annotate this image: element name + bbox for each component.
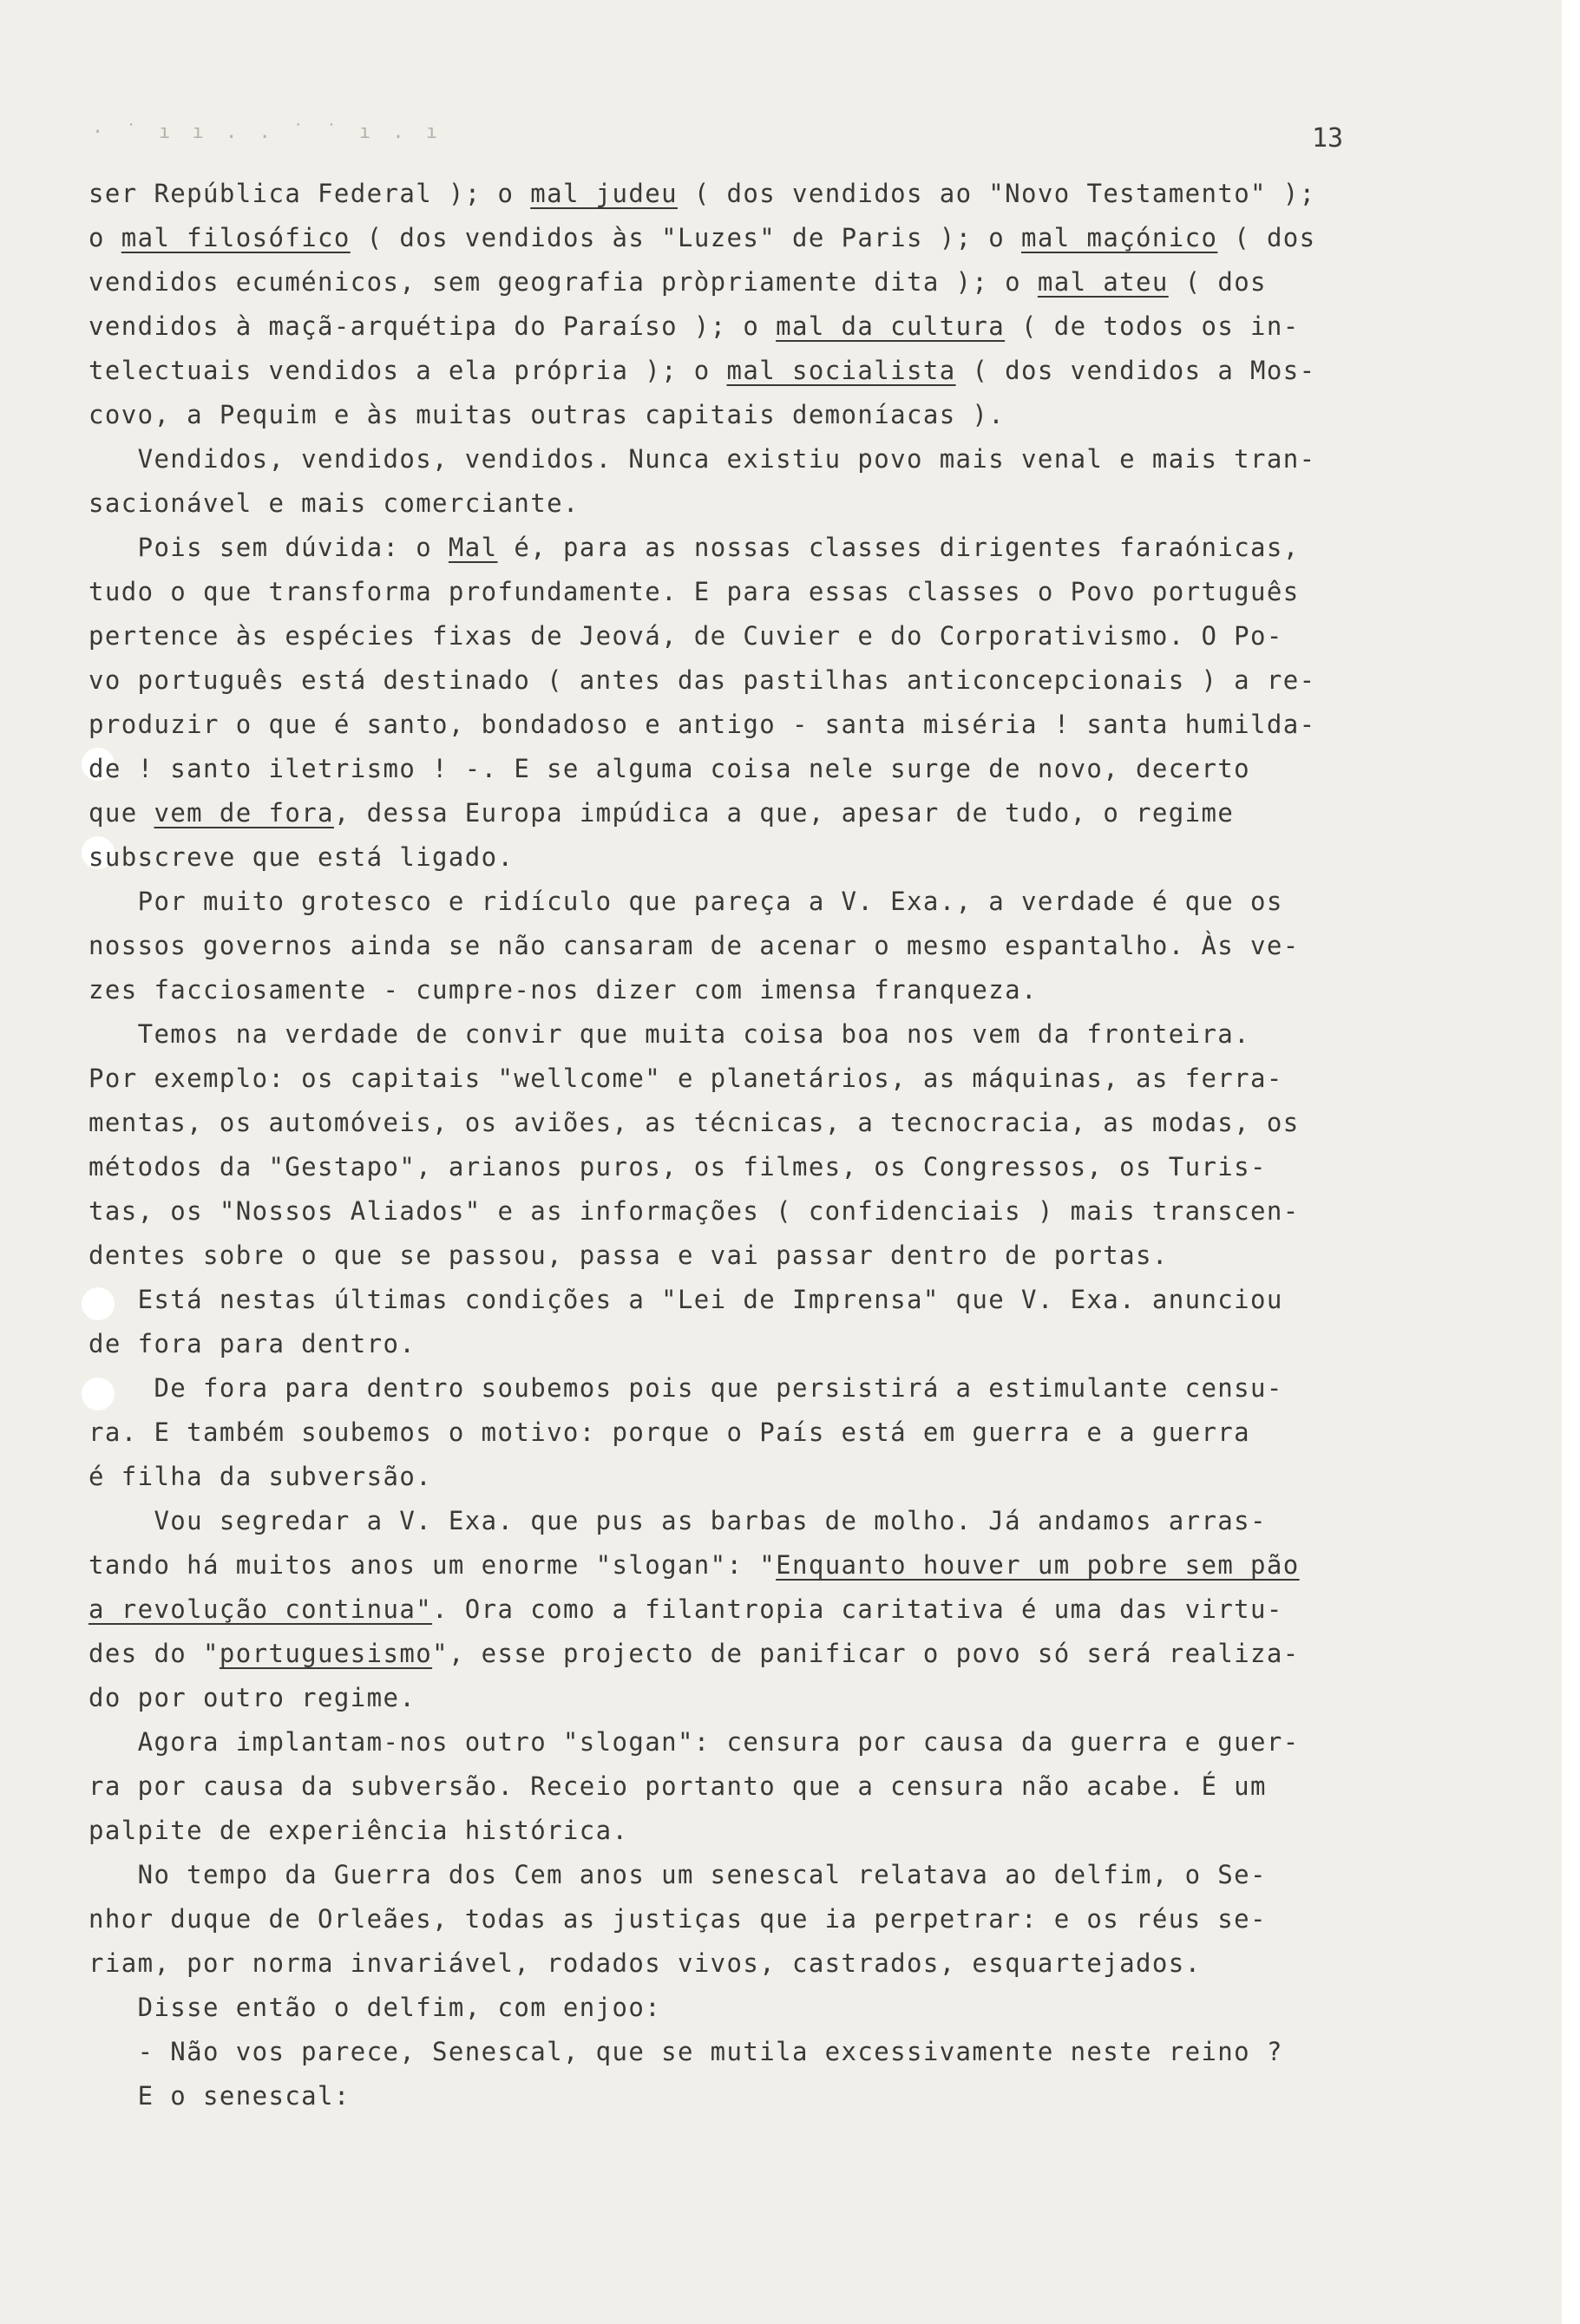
text-segment: - Não vos parece, Senescal, que se mutila excessivamente neste reino ? xyxy=(89,2037,1283,2066)
text-line xyxy=(89,1764,1390,1809)
text-segment: ( dos vendidos ao "Novo Testamento" ); xyxy=(677,179,1316,208)
text-line xyxy=(89,1145,1390,1189)
page-number: 13 xyxy=(1312,123,1344,154)
text-line xyxy=(89,393,1390,437)
text-line xyxy=(89,791,1390,835)
letter-body xyxy=(89,172,1390,2118)
text-line xyxy=(89,880,1390,924)
text-line xyxy=(89,1278,1390,1322)
text-segment: telectuais vendidos a ela própria ); o xyxy=(89,356,727,385)
text-line xyxy=(89,835,1390,880)
text-segment: covo, a Pequim e às muitas outras capitais demoníacas ). xyxy=(89,400,1006,429)
text-line xyxy=(89,2074,1390,2118)
text-segment: Está nestas últimas condições a "Lei de Imprensa" que V. Exa. anunciou xyxy=(89,1285,1283,1314)
text-line xyxy=(89,1499,1390,1543)
text-line xyxy=(89,1897,1390,1941)
text-segment: Por exemplo: os capitais "wellcome" e planetários, as máquinas, as ferra- xyxy=(89,1064,1283,1093)
text-segment: do por outro regime. xyxy=(89,1683,416,1712)
text-segment: ( dos xyxy=(1217,223,1316,252)
text-segment: ra. E também soubemos o motivo: porque o País está em guerra e a guerra xyxy=(89,1417,1251,1447)
text-line xyxy=(89,747,1390,791)
text-line xyxy=(89,703,1390,747)
text-segment: Agora implantam-nos outro "slogan": censura por causa da guerra e guer- xyxy=(89,1727,1300,1757)
text-line xyxy=(89,1455,1390,1499)
text-line xyxy=(89,1632,1390,1676)
underlined-phrase: Enquanto houver um pobre sem pão xyxy=(776,1550,1300,1580)
text-segment: sacionável e mais comerciante. xyxy=(89,488,580,518)
underlined-phrase: mal socialista xyxy=(726,356,956,385)
underlined-phrase: vem de fora xyxy=(154,798,334,828)
text-segment: riam, por norma invariável, rodados vivos, castrados, esquartejados. xyxy=(89,1948,1202,1978)
text-segment: dentes sobre o que se passou, passa e vai passar dentro de portas. xyxy=(89,1241,1169,1270)
text-segment: é, para as nossas classes dirigentes faraónicas, xyxy=(497,533,1300,562)
text-segment: ra por causa da subversão. Receio portanto que a censura não acabe. É um xyxy=(89,1771,1267,1801)
text-line xyxy=(89,1588,1390,1632)
text-segment: vo português está destinado ( antes das pastilhas anticoncepcionais ) a re- xyxy=(89,665,1316,695)
text-line xyxy=(89,1234,1390,1278)
text-segment: Disse então o delfim, com enjoo: xyxy=(89,1993,662,2022)
text-line xyxy=(89,1986,1390,2030)
text-segment: tudo o que transforma profundamente. E para essas classes o Povo português xyxy=(89,577,1300,606)
text-line xyxy=(89,968,1390,1012)
text-segment: que xyxy=(89,798,154,828)
text-segment: é filha da subversão. xyxy=(89,1462,433,1491)
text-line xyxy=(89,924,1390,968)
text-line xyxy=(89,614,1390,658)
text-line xyxy=(89,216,1390,260)
text-segment: vendidos ecuménicos, sem geografia pròpriamente dita ); o xyxy=(89,267,1038,297)
text-segment: ", esse projecto de panificar o povo só será realiza- xyxy=(432,1639,1300,1668)
text-line xyxy=(89,1676,1390,1720)
text-line xyxy=(89,570,1390,614)
text-segment: ( dos vendidos às "Luzes" de Paris ); o xyxy=(350,223,1022,252)
text-line xyxy=(89,1057,1390,1101)
text-segment: ser República Federal ); o xyxy=(89,179,531,208)
text-segment: tas, os "Nossos Aliados" e as informações ( confidenciais ) mais transcen- xyxy=(89,1196,1300,1226)
faded-header-fragment: · ˙ ı ı . . ˙ ˙ ı . ı xyxy=(92,121,443,143)
underlined-phrase: mal ateu xyxy=(1037,267,1169,297)
text-line xyxy=(89,1941,1390,1986)
text-line xyxy=(89,526,1390,570)
text-segment: ( dos vendidos a Mos- xyxy=(955,356,1316,385)
text-segment: de fora para dentro. xyxy=(89,1329,416,1358)
text-segment: E o senescal: xyxy=(89,2081,351,2111)
text-segment: . Ora como a filantropia caritativa é uma das virtu- xyxy=(432,1594,1283,1624)
text-segment: de ! santo iletrismo ! -. E se alguma coisa nele surge de novo, decerto xyxy=(89,754,1251,783)
text-line xyxy=(89,260,1390,304)
text-segment: De fora para dentro soubemos pois que persistirá a estimulante censu- xyxy=(89,1373,1283,1403)
text-segment: , dessa Europa impúdica a que, apesar de tudo, o regime xyxy=(333,798,1235,828)
text-line xyxy=(89,1366,1390,1411)
text-segment: nhor duque de Orleães, todas as justiças que ia perpetrar: e os réus se- xyxy=(89,1904,1267,1934)
underlined-phrase: a revolução continua" xyxy=(89,1594,433,1624)
text-segment: ( de todos os in- xyxy=(1005,311,1300,341)
text-line xyxy=(89,1322,1390,1366)
text-segment: des do " xyxy=(89,1639,220,1668)
text-segment: o xyxy=(89,223,121,252)
text-segment: palpite de experiência histórica. xyxy=(89,1816,629,1845)
text-line xyxy=(89,481,1390,526)
text-segment: Temos na verdade de convir que muita coisa boa nos vem da fronteira. xyxy=(89,1019,1251,1049)
text-line xyxy=(89,172,1390,216)
text-segment: mentas, os automóveis, os aviões, as técnicas, a tecnocracia, as modas, os xyxy=(89,1108,1300,1137)
text-line xyxy=(89,349,1390,393)
text-segment: subscreve que está ligado. xyxy=(89,842,515,872)
text-segment: nossos governos ainda se não cansaram de acenar o mesmo espantalho. Às ve- xyxy=(89,931,1300,960)
text-line xyxy=(89,1543,1390,1588)
text-line xyxy=(89,1411,1390,1455)
text-segment: pertence às espécies fixas de Jeová, de Cuvier e do Corporativismo. O Po- xyxy=(89,621,1283,651)
text-line xyxy=(89,1101,1390,1145)
text-line xyxy=(89,1809,1390,1853)
text-segment: No tempo da Guerra dos Cem anos um senescal relatava ao delfim, o Se- xyxy=(89,1860,1267,1889)
underlined-phrase: portuguesismo xyxy=(219,1639,433,1668)
text-segment: Pois sem dúvida: o xyxy=(89,533,449,562)
underlined-phrase: mal filosófico xyxy=(121,223,351,252)
text-segment: Vou segredar a V. Exa. que pus as barbas de molho. Já andamos arras- xyxy=(89,1506,1267,1535)
underlined-phrase: Mal xyxy=(448,533,498,562)
text-segment: Vendidos, vendidos, vendidos. Nunca existiu povo mais venal e mais tran- xyxy=(89,444,1316,474)
text-segment: zes facciosamente - cumpre-nos dizer com imensa franqueza. xyxy=(89,975,1038,1005)
text-segment: Por muito grotesco e ridículo que pareça a V. Exa., a verdade é que os xyxy=(89,887,1283,916)
underlined-phrase: mal maçónico xyxy=(1021,223,1218,252)
text-segment: métodos da "Gestapo", arianos puros, os filmes, os Congressos, os Turis- xyxy=(89,1152,1267,1182)
text-line xyxy=(89,304,1390,349)
text-segment: ( dos xyxy=(1168,267,1267,297)
text-line xyxy=(89,1720,1390,1764)
text-line xyxy=(89,2030,1390,2074)
text-line xyxy=(89,658,1390,703)
text-segment: vendidos à maçã-arquétipa do Paraíso ); o xyxy=(89,311,777,341)
underlined-phrase: mal judeu xyxy=(530,179,678,208)
text-segment: produzir o que é santo, bondadoso e antigo - santa miséria ! santa humilda- xyxy=(89,710,1316,739)
text-line xyxy=(89,1012,1390,1057)
text-line xyxy=(89,1853,1390,1897)
text-line xyxy=(89,1189,1390,1234)
text-segment: tando há muitos anos um enorme "slogan": " xyxy=(89,1550,777,1580)
underlined-phrase: mal da cultura xyxy=(776,311,1006,341)
text-line xyxy=(89,437,1390,481)
